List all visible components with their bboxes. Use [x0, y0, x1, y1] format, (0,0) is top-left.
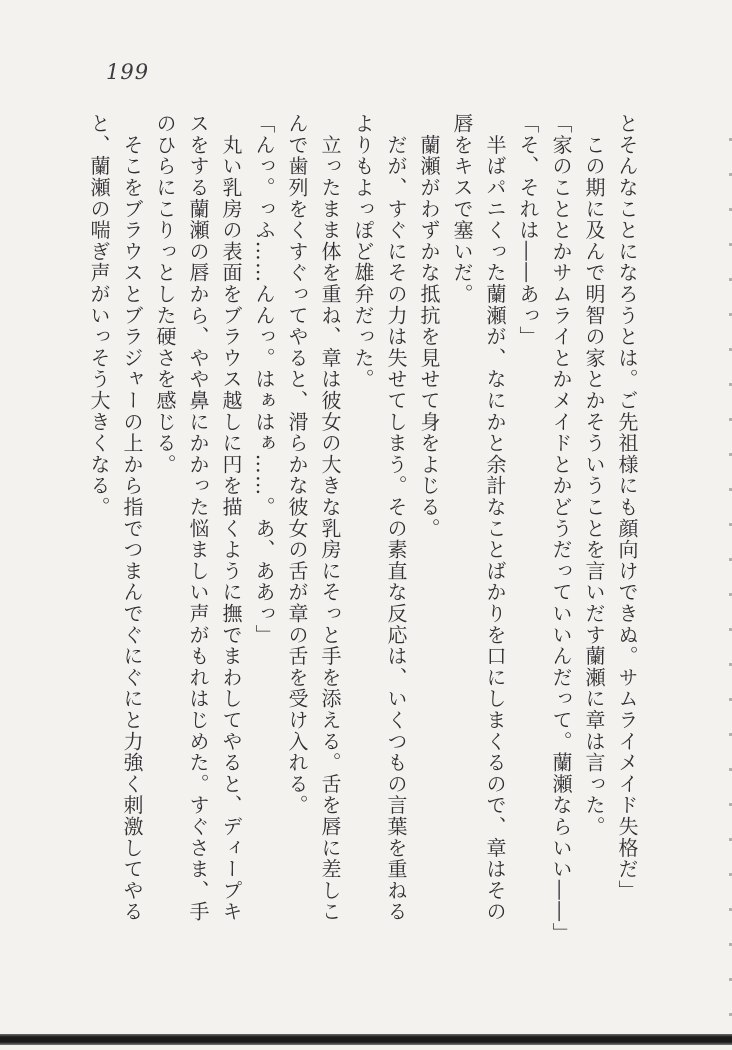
page-number: 199	[106, 60, 150, 84]
text-line: 唇をキスで塞いだ。	[450, 113, 474, 305]
text-line: スをする蘭瀬の唇から、やや鼻にかかった悩ましい声がもれはじめた。すぐさま、手	[186, 113, 210, 923]
text-line: んで歯列をくすぐってやると、滑らかな彼女の舌が章の舌を受け入れる。	[285, 113, 309, 816]
text-line: 丸い乳房の表面をブラウス越しに円を描くように撫でまわしてやると、ディープキ	[219, 113, 243, 923]
scan-edge-bar	[0, 1034, 732, 1045]
text-line: そこをブラウスとブラジャーの上から指でつまんでぐにぐにと力強く刺激してやる	[120, 113, 144, 923]
text-line: だが、すぐにその力は失せてしまう。その素直な反応は、いくつもの言葉を重ねる	[384, 113, 408, 923]
text-line: 「そ、それは――あっ」	[516, 113, 540, 348]
text-line: 「んっ。っふ……んんっ。はぁはぁ……。あ、ああっ」	[252, 113, 276, 646]
body-text	[82, 113, 643, 953]
text-line: とそんなことになろうとは。ご先祖様にも顔向けできぬ。サムライメイド失格だ」	[615, 113, 639, 902]
text-line: よりもよっぽど雄弁だった。	[351, 113, 375, 390]
text-line: のひらにこりっとした硬さを感じる。	[153, 113, 177, 476]
text-line: 半ばパニくった蘭瀬が、なにかと余計なことばかりを口にしまくるので、章はその	[483, 113, 507, 923]
text-line: 蘭瀬がわずかな抵抗を見せて身をよじる。	[417, 113, 441, 539]
text-line: 立ったまま体を重ね、章は彼女の大きな乳房にそっと手を添える。舌を唇に差しこ	[318, 113, 342, 923]
text-line: 「家のこととかサムライとかメイドとかどうだっていいんだって。蘭瀬ならいい――」	[549, 113, 573, 944]
text-line: と、蘭瀬の喘ぎ声がいっそう大きくなる。	[87, 113, 111, 518]
text-line: この期に及んで明智の家とかそういうことを言いだす蘭瀬に章は言った。	[582, 113, 606, 838]
